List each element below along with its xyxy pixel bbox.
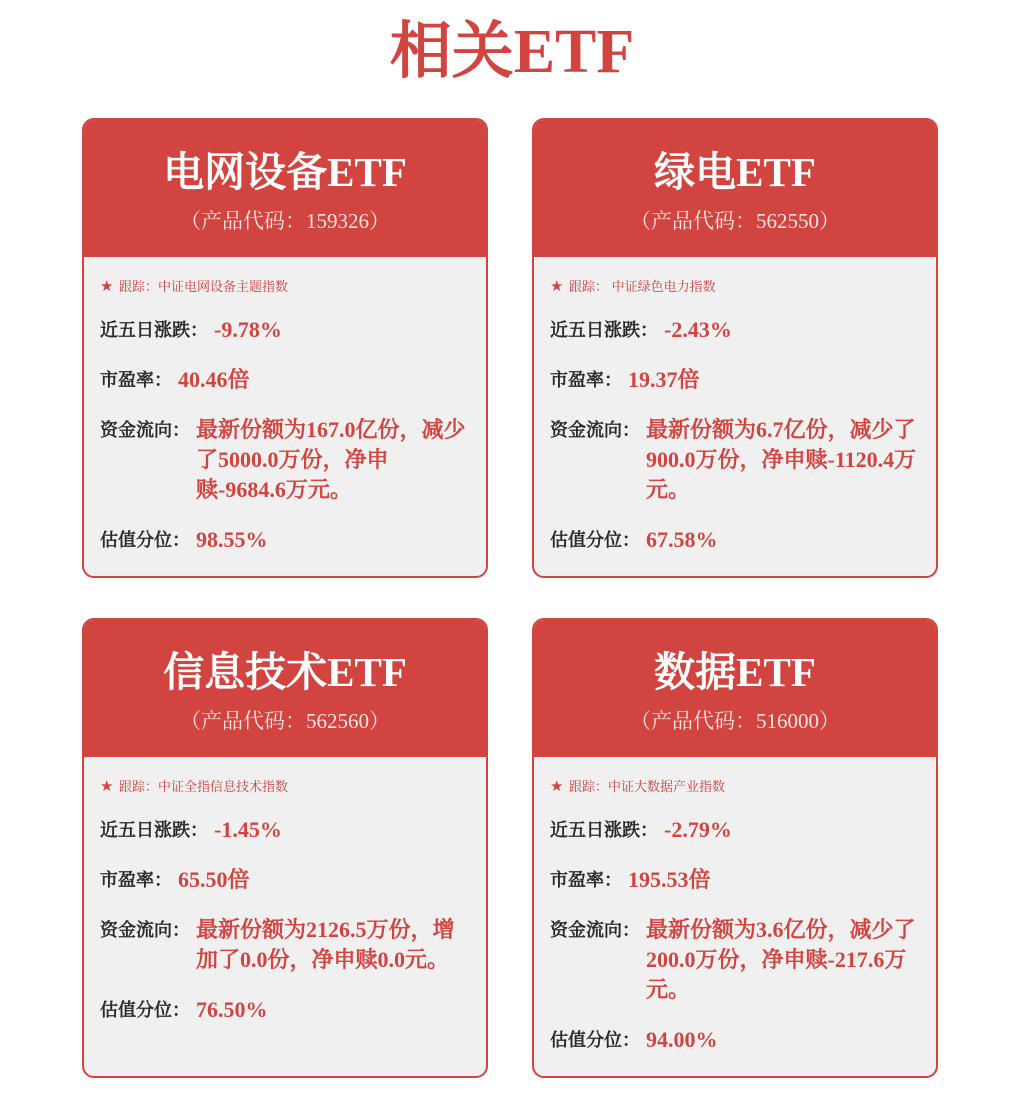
track-prefix: 跟踪： [569,279,609,294]
pe-row [550,865,920,895]
change-value: -9.78% [214,317,282,342]
pe-value: 40.46倍 [178,367,250,392]
flow-row [550,915,920,1005]
pe-label: 市盈率： [550,870,622,890]
track-index-name: 中证全指信息技术指数 [158,779,289,794]
flow-label: 资金流向： [550,920,640,940]
flow-row [100,915,470,975]
product-code: （产品代码：562560） [180,709,390,733]
card-header [534,120,936,257]
flow-row [100,415,470,505]
pe-value: 195.53倍 [628,867,711,892]
change-row [550,315,920,345]
valuation-label: 估值分位： [550,530,640,550]
change-value: -1.45% [214,817,282,842]
pe-label: 市盈率： [550,370,622,390]
star-icon: ★ [100,778,114,795]
card-title: 电网设备ETF [163,149,407,195]
track-prefix: 跟踪： [119,779,159,794]
track-index [550,275,920,299]
change-row [100,315,470,345]
change-label: 近五日涨跌： [550,820,658,840]
card-body [534,257,936,555]
change-label: 近五日涨跌： [550,320,658,340]
track-index [100,275,470,299]
flow-label: 资金流向： [100,420,190,440]
card-body [84,257,486,555]
pe-row [550,365,920,395]
star-icon: ★ [550,778,564,795]
page-title: 相关ETF [389,18,635,86]
track-index [100,775,470,799]
valuation-label: 估值分位： [100,530,190,550]
flow-label: 资金流向： [100,920,190,940]
valuation-label: 估值分位： [550,1030,640,1050]
etf-card-grid-power [82,118,488,578]
track-index-name: 中证大数据产业指数 [608,779,726,794]
change-value: -2.79% [664,817,732,842]
star-icon: ★ [100,278,114,295]
valuation-value: 76.50% [196,997,268,1022]
change-row [550,815,920,845]
card-body [534,757,936,1055]
product-code: （产品代码：562550） [630,209,840,233]
star-icon: ★ [550,278,564,295]
flow-value: 最新份额为3.6亿份，减少了200.0万份，净申赎-217.6万元。 [646,917,916,1002]
flow-label: 资金流向： [550,420,640,440]
valuation-label: 估值分位： [100,1000,190,1020]
product-code: （产品代码：516000） [630,709,840,733]
etf-card-information-technology [82,618,488,1078]
etf-card-big-data [532,618,938,1078]
valuation-row [100,525,470,555]
valuation-value: 98.55% [196,527,268,552]
change-row [100,815,470,845]
valuation-row [100,995,470,1025]
flow-value: 最新份额为167.0亿份，减少了5000.0万份，净申赎-9684.6万元。 [196,417,466,502]
product-code: （产品代码：159326） [180,209,390,233]
change-label: 近五日涨跌： [100,320,208,340]
card-body [84,757,486,1025]
flow-value: 最新份额为6.7亿份，减少了900.0万份，净申赎-1120.4万元。 [646,417,917,502]
pe-label: 市盈率： [100,870,172,890]
change-label: 近五日涨跌： [100,820,208,840]
flow-value: 最新份额为2126.5万份，增加了0.0份，净申赎0.0元。 [196,917,455,972]
change-value: -2.43% [664,317,732,342]
etf-card-green-power [532,118,938,578]
pe-value: 19.37倍 [628,367,700,392]
track-index [550,775,920,799]
valuation-value: 94.00% [646,1027,718,1052]
track-prefix: 跟踪： [569,779,609,794]
pe-value: 65.50倍 [178,867,250,892]
pe-label: 市盈率： [100,370,172,390]
track-prefix: 跟踪： [119,279,159,294]
card-header [84,620,486,757]
card-title: 数据ETF [654,649,816,695]
track-index-name: 中证电网设备主题指数 [158,279,289,294]
valuation-row [550,1025,920,1055]
pe-row [100,865,470,895]
flow-row [550,415,920,505]
card-title: 绿电ETF [654,149,816,195]
card-header [84,120,486,257]
card-header [534,620,936,757]
track-index-name: 中证绿色电力指数 [608,279,716,294]
pe-row [100,365,470,395]
valuation-value: 67.58% [646,527,718,552]
valuation-row [550,525,920,555]
card-title: 信息技术ETF [163,649,407,695]
